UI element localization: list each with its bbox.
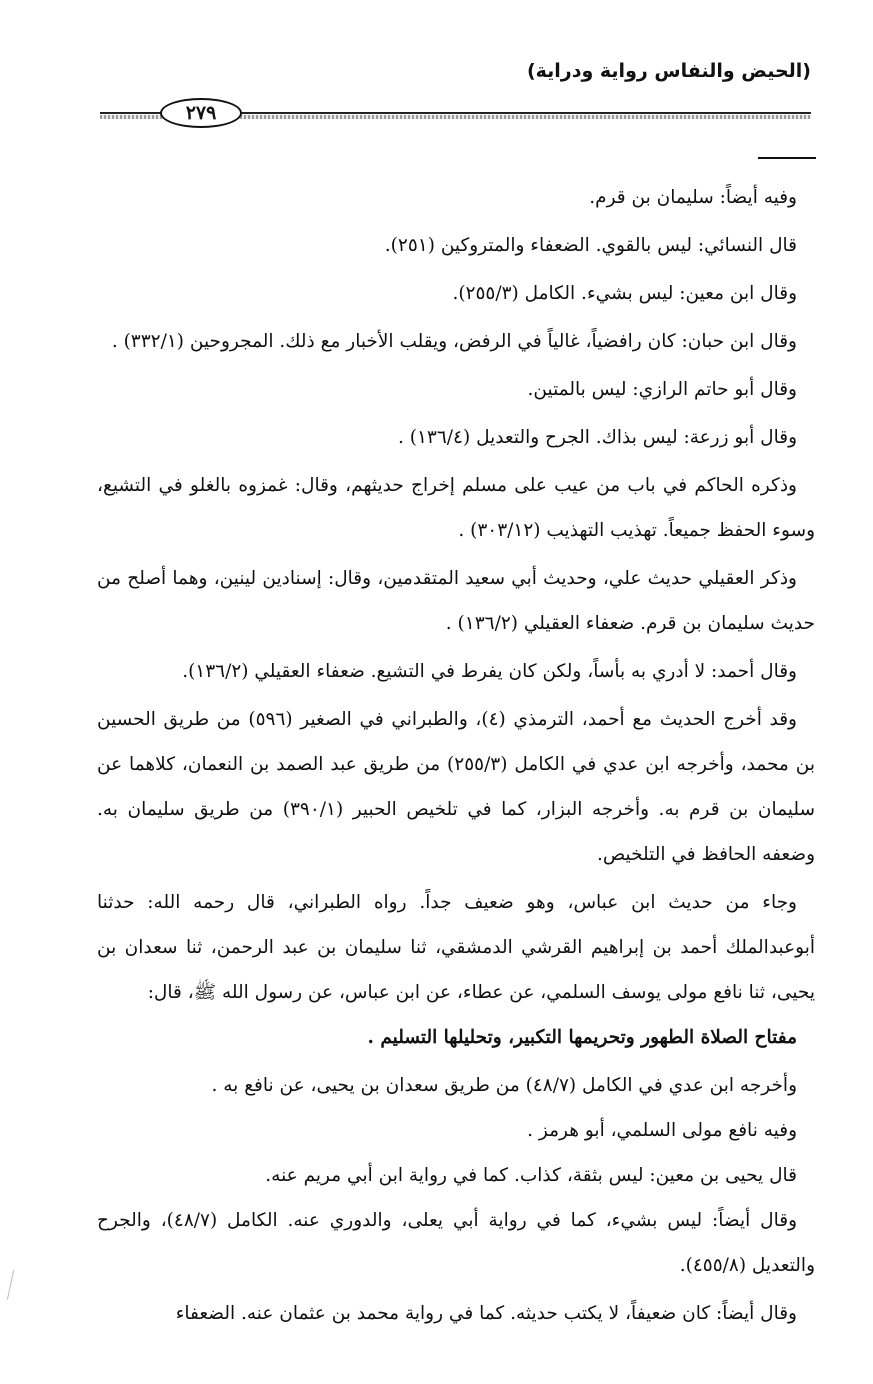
paragraph: وذكره الحاكم في باب من عيب على مسلم إخراج حديثهم، وقال: غمزوه بالغلو في التشيع، وسوء الحفظ جميعاً. تهذيب التهذيب (٣٠٣/١٢) .	[97, 475, 815, 541]
paragraph: وأخرجه ابن عدي في الكامل (٤٨/٧) من طريق سعدان بن يحيى، عن نافع به .	[211, 1075, 797, 1096]
paragraph: وقال أيضاً: ليس بشيء، كما في رواية أبي يعلى، والدوري عنه. الكامل (٤٨/٧)، والجرح والتعديل (٤٥٥/٨).	[97, 1210, 815, 1276]
paragraph: وذكر العقيلي حديث علي، وحديث أبي سعيد المتقدمين، وقال: إسنادين لينين، وهما أصلح من حديث سليمان بن قرم. ضعفاء العقيلي (١٣٦/٢) .	[97, 568, 815, 634]
paragraph: وفيه نافع مولى السلمي، أبو هرمز .	[527, 1120, 797, 1141]
paragraph: قال النسائي: ليس بالقوي. الضعفاء والمتروكين (٢٥١).	[384, 235, 797, 256]
paragraph: وقال أبو زرعة: ليس بذاك. الجرح والتعديل (١٣٦/٤) .	[398, 427, 797, 448]
header-rule	[100, 98, 811, 124]
paragraph: وقال أيضاً: كان ضعيفاً، لا يكتب حديثه. كما في رواية محمد بن عثمان عنه. الضعفاء	[175, 1303, 797, 1324]
paragraph: وفيه أيضاً: سليمان بن قرم.	[589, 187, 797, 208]
hadith-text: مفتاح الصلاة الطهور وتحريمها التكبير، وتحليلها التسليم .	[367, 1027, 797, 1048]
body-text	[97, 175, 815, 1339]
paragraph: وقال ابن معين: ليس بشيء. الكامل (٢٥٥/٣).	[452, 283, 797, 304]
paragraph: وقال ابن حبان: كان رافضياً، غالياً في الرفض، ويقلب الأخبار مع ذلك. المجروحين (٣٣٢/١) .	[111, 331, 797, 352]
scan-edge-mark	[7, 1270, 14, 1300]
paragraph: قال يحيى بن معين: ليس بثقة، كذاب. كما في رواية ابن أبي مريم عنه.	[265, 1165, 797, 1186]
running-header-title: (الحيض والنفاس رواية ودراية)	[526, 60, 811, 82]
paragraph: وجاء من حديث ابن عباس، وهو ضعيف جداً. رواه الطبراني، قال رحمه الله: حدثنا أبوعبدالملك أحمد بن إبراهيم القرشي الدمشقي، ثنا سليمان بن عبد الرحمن، ثنا سعدان بن يحيى، ثنا نافع مولى يوسف السلمي، عن عطاء، عن ابن عباس، عن رسول الله ﷺ، قال:	[97, 892, 815, 1003]
page-number: ٢٧٩	[160, 98, 242, 128]
paragraph: وقال أحمد: لا أدري به بأساً، ولكن كان يفرط في التشيع. ضعفاء العقيلي (١٣٦/٢).	[182, 661, 797, 682]
footnote-divider	[758, 157, 816, 159]
paragraph: وقد أخرج الحديث مع أحمد، الترمذي (٤)، والطبراني في الصغير (٥٩٦) من طريق الحسين بن محمد، وأخرجه ابن عدي في الكامل (٢٥٥/٣) من طريق عبد الصمد بن النعمان، كلاهما عن سليمان بن قرم به. وأخرجه البزار، كما في تلخيص الحبير (٣٩٠/١) من طريق سليمان به. وضعفه الحافظ في التلخيص.	[97, 709, 816, 865]
paragraph: وقال أبو حاتم الرازي: ليس بالمتين.	[527, 379, 797, 400]
